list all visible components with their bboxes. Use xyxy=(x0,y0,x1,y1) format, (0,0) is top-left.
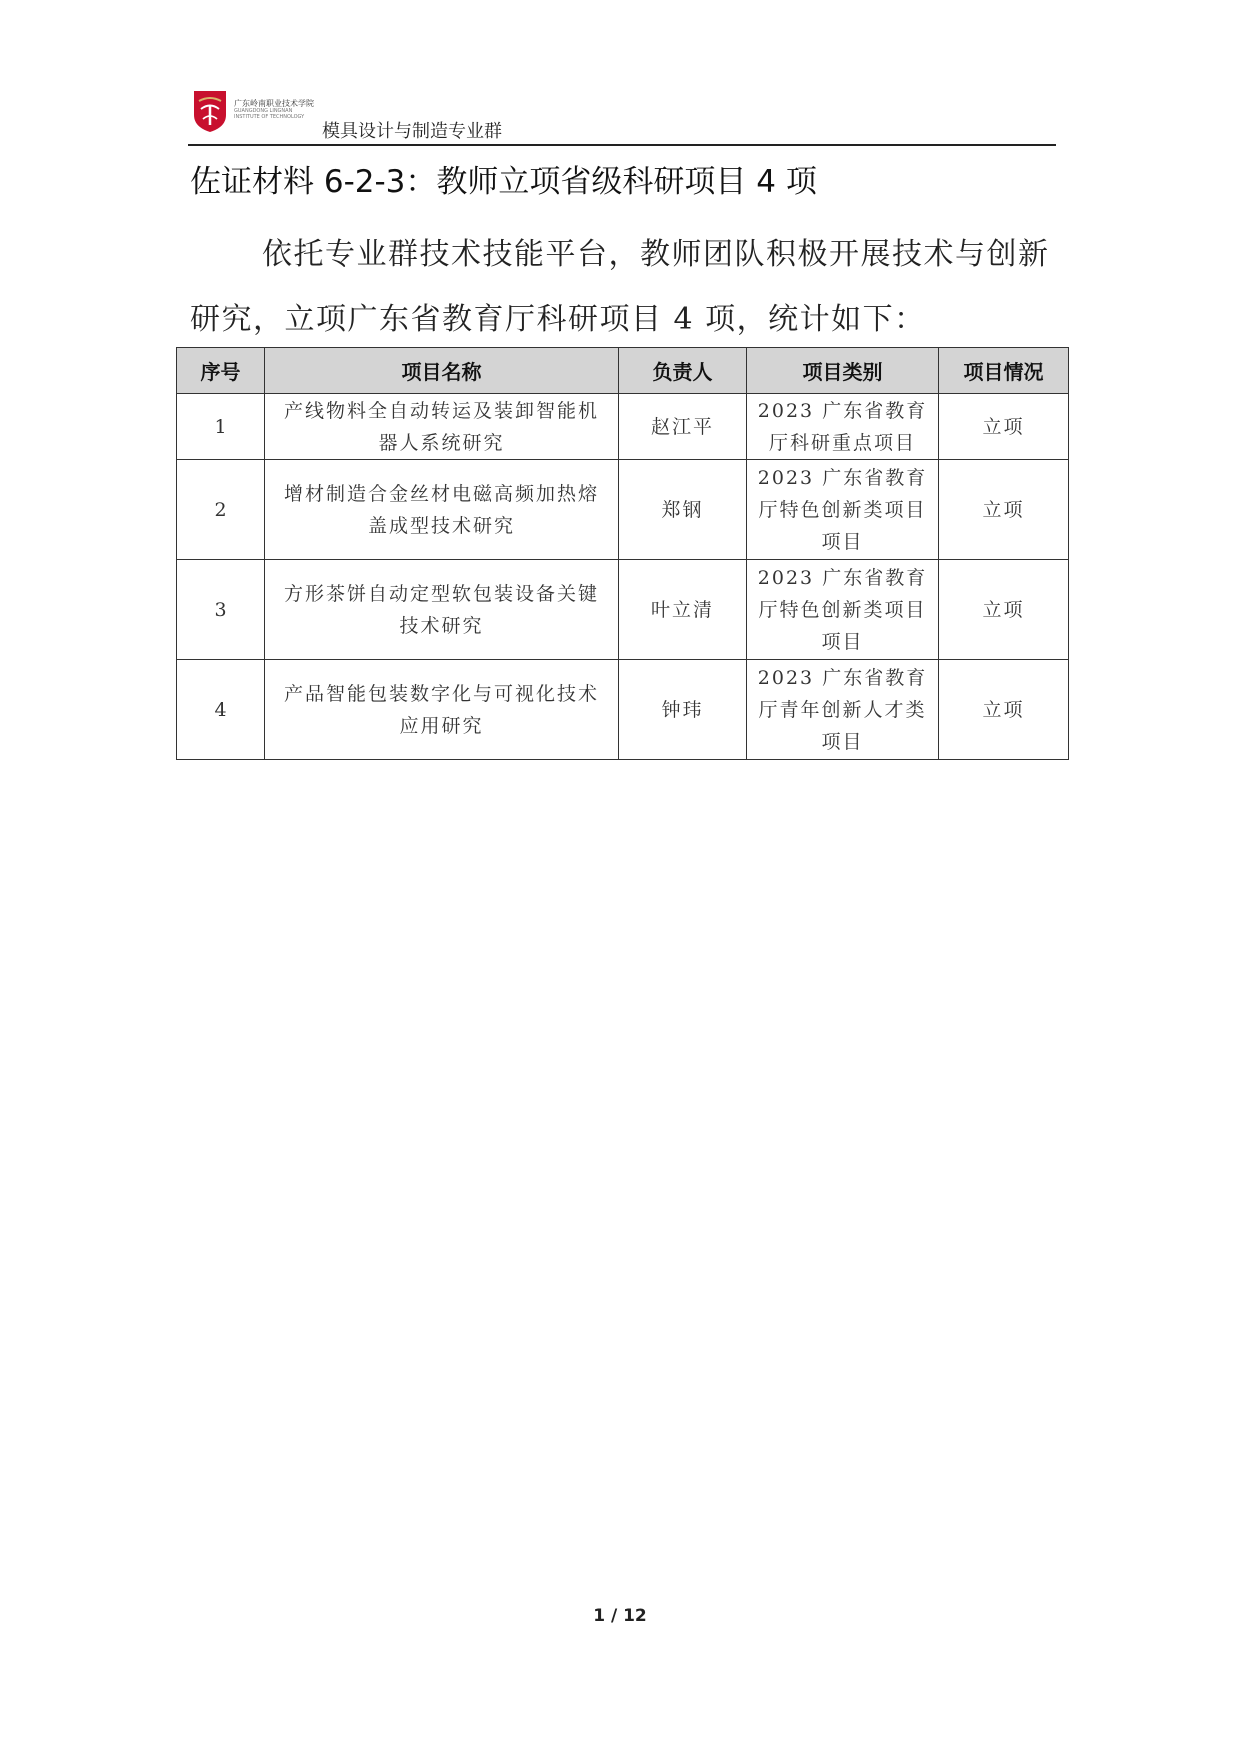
cell-leader: 郑钢 xyxy=(619,460,747,560)
cell-status: 立项 xyxy=(939,660,1069,760)
table-row xyxy=(177,460,1069,560)
logo-college-name: 广东岭南职业技术学院 xyxy=(234,99,314,108)
cell-leader: 赵江平 xyxy=(619,394,747,460)
intro-paragraph: 依托专业群技术技能平台，教师团队积极开展技术与创新研究，立项广东省教育厅科研项目 4 项，统计如下： xyxy=(190,237,1050,337)
cell-status: 立项 xyxy=(939,394,1069,460)
cell-status: 立项 xyxy=(939,560,1069,660)
document-title: 佐证材料 6-2-3：教师立项省级科研项目 4 项 xyxy=(190,164,817,200)
cell-category: 2023 广东省教育厅特色创新类项目项目 xyxy=(747,460,939,560)
cell-category: 2023 广东省教育厅特色创新类项目项目 xyxy=(747,560,939,660)
table-row xyxy=(177,394,1069,460)
page-header xyxy=(188,84,1056,146)
cell-project-name: 增材制造合金丝材电磁高频加热熔盖成型技术研究 xyxy=(265,460,619,560)
projects-table xyxy=(176,347,1069,760)
table-row xyxy=(177,560,1069,660)
cell-project-name: 产品智能包装数字化与可视化技术应用研究 xyxy=(265,660,619,760)
cell-project-name: 方形茶饼自动定型软包装设备关键技术研究 xyxy=(265,560,619,660)
cell-category: 2023 广东省教育厅青年创新人才类项目 xyxy=(747,660,939,760)
table-header-row xyxy=(177,348,1069,394)
cell-leader: 叶立清 xyxy=(619,560,747,660)
column-header-status: 项目情况 xyxy=(939,348,1069,394)
column-header-no: 序号 xyxy=(177,348,265,394)
cell-no: 4 xyxy=(177,660,265,760)
column-header-category: 项目类别 xyxy=(747,348,939,394)
header-title: 模具设计与制造专业群 xyxy=(322,121,502,142)
cell-no: 2 xyxy=(177,460,265,560)
cell-no: 1 xyxy=(177,394,265,460)
cell-category: 2023 广东省教育厅科研重点项目 xyxy=(747,394,939,460)
college-logo-icon xyxy=(192,89,228,133)
cell-leader: 钟玮 xyxy=(619,660,747,760)
cell-project-name: 产线物料全自动转运及装卸智能机器人系统研究 xyxy=(265,394,619,460)
column-header-name: 项目名称 xyxy=(265,348,619,394)
table-row xyxy=(177,660,1069,760)
cell-no: 3 xyxy=(177,560,265,660)
page-number: 1 / 12 xyxy=(593,1606,647,1626)
cell-status: 立项 xyxy=(939,460,1069,560)
logo-college-name-en: GUANGDONG LINGNAN INSTITUTE OF TECHNOLOGY xyxy=(234,108,305,120)
column-header-leader: 负责人 xyxy=(619,348,747,394)
